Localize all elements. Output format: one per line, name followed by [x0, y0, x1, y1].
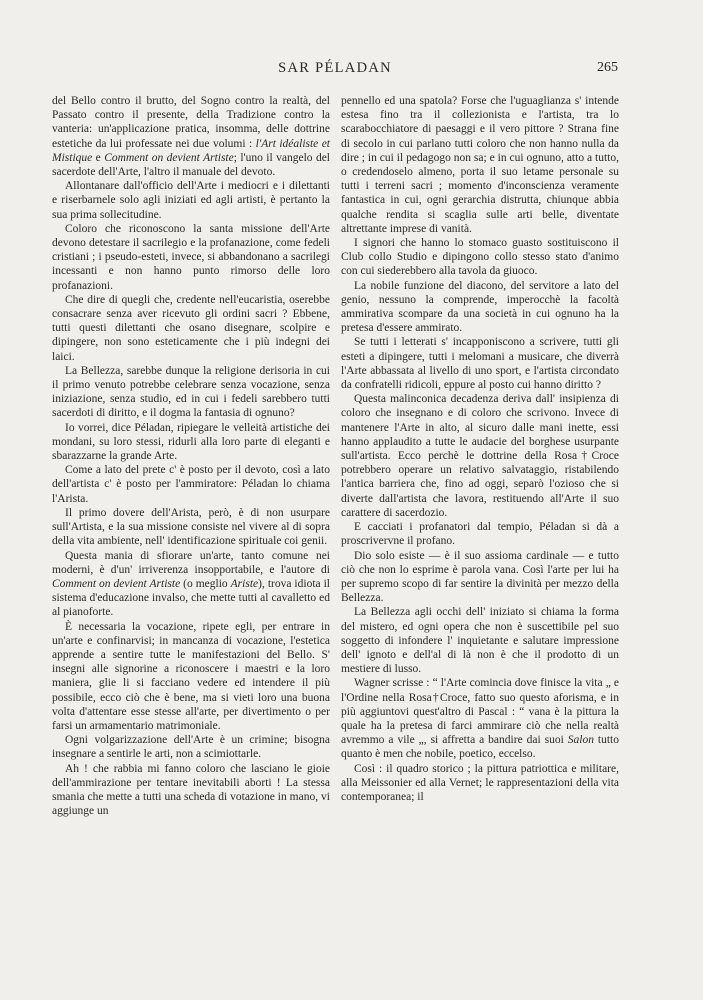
page-header — [52, 60, 618, 80]
left-text-column — [52, 94, 330, 818]
paragraph: I signori che hanno lo stomaco guasto sostituiscono il Club collo Studio e dipingono collo stesso stato d'animo con cui siederebbero alla tavola da giuoco. — [341, 237, 619, 278]
paragraph: Io vorrei, dice Péladan, ripiegare le velleità artistiche dei mondani, su loro stessi, ridurli alla loro parte di eleganti e sbarazzarne la grande Arte. — [52, 421, 330, 463]
paragraph: La Bellezza agli occhi dell' iniziato si chiama la forma del mistero, ed ogni opera che non è suscettibile pel suo soggetto di infondere l' inquietante e salutare impressione dell' ignoto e dell'al di là non è che il prodotto di un mestiere di lusso. — [341, 606, 619, 676]
paragraph: Questa malinconica decadenza deriva dall' insipienza di coloro che insegnano e di coloro che scrivono. Invece di mantenere l'Arte in alto, al sicuro dalle mani inette, essi hanno applaudito a tutte le audacie del borghese usurpante sull'artista. Ecco perchè le dottrine della Rosa†Croce potrebbero operare un relativo salvataggio, ristabilendo l'antica barriera che, fino ad oggi, separò l'ozioso che si diverte dall'artista che lavora, restituendo all'Arte il suo carattere di sacerdozio. — [341, 393, 619, 519]
paragraph: La nobile funzione del diacono, del servitore a lato del genio, nessuno la comprende, imperocchè la facoltà ammirativa scompare da una società in cui ognuno ha la pretesa d'essere ammirato. — [341, 279, 619, 335]
paragraph: pennello ed una spatola? Forse che l'uguaglianza s' intende estesa fino tra il collezionista e l'artista, tra lo scarabocchiatore di paesaggi e il vero pittore ? Strana fine di secolo in cui parlano tutti coloro che non hanno nulla da dire ; in cui il pedagogo non sa; e in cui ognuno, atto a tutto, o credendoselo almeno, porta il suo letame personale su tutti i terreni sacri ; momento d'inconscienza veramente fantastica in cui, ogni gerarchia distrutta, chiunque abbia qualche rendita si scaglia sulle arti belle, diventate altrettante imprese di vanità. — [341, 95, 619, 235]
running-title: SAR PÉLADAN — [278, 60, 392, 76]
paragraph: Così : il quadro storico ; la pittura patriottica e militare, alla Meissonier ed alla Vernet; le rappresentazioni della vita contemporanea; il — [341, 762, 619, 803]
paragraph: Wagner scrisse : “ l'Arte comincia dove finisce la vita „ e l'Ordine nella Rosa†Croce, fatto suo questo aforisma, e in più aggiuntovi quest'altro di Pascal : “ vana è la pittura la quale ha la pretesa di farci ammirare ciò che nella realtà avremmo a vile „, si affretta a bandire dai suoi Salon tutto quanto è men che nobile, poetico, eccelso. — [341, 677, 619, 761]
page-number: 265 — [597, 60, 618, 75]
paragraph: Questa mania di sfiorare un'arte, tanto comune nei moderni, è d'un' irriverenza insopportabile, e l'autore di Comment on devient Artiste (o meglio Ariste), trova idiota il sistema d'educazione invalso, che mette tutti al cavalletto ed al pianoforte. — [52, 549, 330, 619]
paragraph: La Bellezza, sarebbe dunque la religione derisoria in cui il primo venuto potrebbe celebrare senza vocazione, senza iniziazione, senza studio, ed in cui i fedeli sarebbero tutti sacerdoti di diritto, e il dogma la fantasia di ognuno? — [52, 364, 330, 420]
paragraph: Allontanare dall'officio dell'Arte i mediocri e i dilettanti e riserbarnele solo agli iniziati ed agli artisti, è pertanto la sua prima sollecitudine. — [52, 180, 330, 221]
paragraph: Come a lato del prete c' è posto per il devoto, così a lato dell'artista c' è posto per l'ammiratore: Péladan lo chiama l'Arista. — [52, 464, 330, 505]
paragraph: E cacciati i profanatori dal tempio, Péladan si dà a proscrivervne il profano. — [341, 521, 619, 548]
paragraph: Ogni volgarizzazione dell'Arte è un crimine; bisogna insegnare a sentirle le arti, non a scimiottarle. — [52, 734, 330, 761]
paragraph: Il primo dovere dell'Arista, però, è di non usurpare sull'Artista, e la sua missione consiste nel vivere al di sopra della vita ambiente, nell' identificazione spirituale coi genii. — [52, 506, 330, 548]
paragraph: Ah ! che rabbia mi fanno coloro che lasciano le gioie dell'ammirazione per tentare inevitabili aborti ! La stessa smania che mette a tutti una scheda di votazione in mano, vi aggiunge un — [52, 762, 330, 818]
right-text-column — [341, 94, 619, 804]
paragraph: Dio solo esiste — è il suo assioma cardinale — e tutto ciò che non lo esprime è parola vana. Così l'arte per lui ha per supremo scopo di far sentire la divinità per mezzo della Bellezza. — [341, 549, 619, 605]
paragraph: Che dire di quegli che, credente nell'eucaristia, oserebbe consacrare senza aver ricevuto gli ordini sacri ? Ebbene, tutti questi dilettanti che osano disegnare, scolpire e dipingere, non sono esteticamente che i più indegni dei laici. — [52, 293, 330, 363]
paragraph: del Bello contro il brutto, del Sogno contro la realtà, del Passato contro il presente, della Tradizione contro la vanteria: un'applicazione pratica, insomma, delle dottrine estetiche da lui professate nei due volumi : l'Art idéaliste et Mistique e Comment on devient Artiste; l'uno il vangelo del sacerdote dell'Arte, l'altro il manuale del devoto. — [52, 95, 330, 179]
paragraph: Coloro che riconoscono la santa missione dell'Arte devono detestare il sacrilegio e la profanazione, come fedeli cristiani ; i pseudo-esteti, invece, si abbandonano a sacrilegi incessanti e non hanno punto rimorso delle loro profanazioni. — [52, 222, 330, 292]
paragraph: Se tutti i letterati s' incapponiscono a scrivere, tutti gli esteti a dipingere, tutti i melomani a musicare, che diverrà l'Arte abbassata al livello di uno sport, e l'artista circondato da confratelli ridicoli, eppure al posto cui hanno diritto ? — [341, 336, 619, 392]
paragraph: È necessaria la vocazione, ripete egli, per entrare in un'arte e confinarvisi; in mancanza di vocazione, l'estetica apprende a sentire tutte le manifestazioni del Bello. S' insegni alle signorine a riconoscere i maestri e la loro maniera, glie li si facciano vedere ed intendere il più possibile, ecco ciò che è bene, ma si vieti loro una buona volta d'attentare esse stesse all'arte, per divertimento o per farsi un armamentario matrimoniale. — [52, 620, 330, 732]
